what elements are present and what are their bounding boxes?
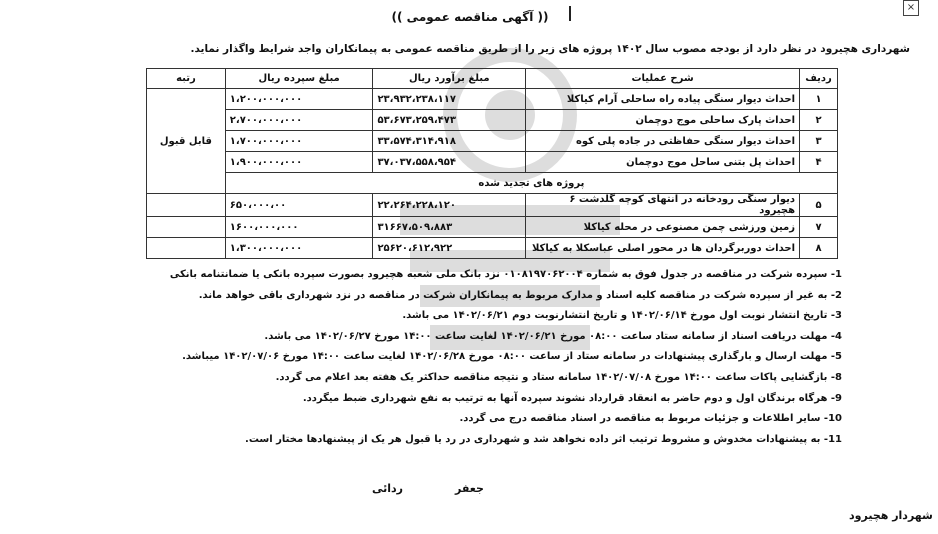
row-deposit: ۱،۳۰۰،۰۰۰،۰۰۰: [225, 238, 373, 259]
condition-item: 2- به غیر از سپرده شرکت در مناقصه کلیه اسناد و مدارک مربوط به پیمانکاران شرکت در مناقصه در نزد شهرداری باقی خواهد ماند.: [198, 289, 842, 301]
row-description: احداث دیوار سنگی پیاده راه ساحلی آرام کیاکلا: [526, 89, 800, 110]
projects-table: [146, 68, 838, 259]
renewed-projects-row: [147, 173, 838, 194]
row-rank-empty: [147, 217, 226, 238]
close-icon[interactable]: ×: [903, 0, 919, 16]
condition-item: 1- سپرده شرکت در مناقصه در جدول فوق به شماره ۰۱۰۸۱۹۷۰۶۲۰۰۴ نزد بانک ملی شعبه هچیرود بصورت سپرده بانکی یا ضمانتنامه بانکی: [169, 269, 842, 280]
condition-item: 9- هرگاه برندگان اول و دوم حاضر به انعقاد قرارداد نشوند سپرده آنها به ترتیب به نفع شهرداری ضبط میگردد.: [302, 392, 842, 404]
row-index: ۵: [800, 194, 838, 217]
table-row: [147, 217, 838, 238]
row-index: ۳: [800, 131, 838, 152]
row-estimate: ۵۳،۶۷۳،۲۵۹،۴۷۳: [373, 110, 526, 131]
row-deposit: ۶۵۰،۰۰۰،۰۰: [225, 194, 373, 217]
row-deposit: ۱،۲۰۰،۰۰۰،۰۰۰: [225, 89, 373, 110]
row-deposit: ۲،۷۰۰،۰۰۰،۰۰۰: [225, 110, 373, 131]
notice-title: (( آگهی مناقصه عمومی )): [391, 10, 549, 24]
col-header-description: شرح عملیات: [526, 69, 800, 89]
row-description: احداث دیوار سنگی حفاظتی در جاده پلی کوه: [526, 131, 800, 152]
row-index: ۷: [800, 217, 838, 238]
table-row: [147, 131, 838, 152]
condition-item: 3- تاریخ انتشار نوبت اول مورخ ۱۴۰۲/۰۶/۱۴ و تاریخ انتشارنوبت دوم ۱۴۰۲/۰۶/۲۱ می باشد.: [402, 310, 842, 322]
row-index: ۱: [800, 89, 838, 110]
table-row: [147, 152, 838, 173]
row-description: زمین ورزشی چمن مصنوعی در محله کیاکلا: [526, 217, 800, 238]
row-estimate: ۳۱۶۶۷،۵۰۹،۸۸۳: [373, 217, 526, 238]
row-deposit: ۱،۹۰۰،۰۰۰،۰۰۰: [225, 152, 373, 173]
row-estimate: ۳۳،۵۷۴،۳۱۴،۹۱۸: [373, 131, 526, 152]
row-rank-empty: [147, 238, 226, 259]
condition-item: 8- بازگشایی پاکات ساعت ۱۴:۰۰ مورخ ۱۴۰۲/۰۷/۰۸ سامانه ستاد و نتیجه مناقصه حداکثر یک هفته بعد اعلام می گردد.: [275, 371, 842, 383]
notice-intro: شهرداری هچیرود در نظر دارد از بودجه مصوب سال ۱۴۰۲ پروژه های زیر را از طریق مناقصه عمومی به پیمانکاران واجد شرایط واگذار نماید.: [190, 43, 910, 55]
row-description: احداث پل بتنی ساحل موج دوچمان: [526, 152, 800, 173]
condition-item: 4- مهلت دریافت اسناد از سامانه ستاد ساعت ۰۸:۰۰ مورخ ۱۴۰۲/۰۶/۲۱ لغایت ساعت ۱۴:۰۰ مورخ ۱۴۰۲/۰۶/۲۷ می باشد.: [264, 330, 842, 342]
row-index: ۲: [800, 110, 838, 131]
table-row: [147, 238, 838, 259]
condition-item: 5- مهلت ارسال و بارگذاری پیشنهادات در سامانه ستاد از ساعت ۰۸:۰۰ مورخ ۱۴۰۲/۰۶/۲۸ لغایت ساعت ۱۴:۰۰ مورخ ۱۴۰۲/۰۷/۰۶ میباشد.: [182, 351, 842, 363]
row-estimate: ۳۷،۰۳۷،۵۵۸،۹۵۴: [373, 152, 526, 173]
row-index: ۸: [800, 238, 838, 259]
row-description: احداث پارک ساحلی موج دوچمان: [526, 110, 800, 131]
row-index: ۴: [800, 152, 838, 173]
signatory-first-name: جعفر: [455, 482, 484, 495]
row-deposit: ۱۶۰۰،۰۰۰،۰۰۰: [225, 217, 373, 238]
row-rank-empty: [147, 194, 226, 217]
signatory-title: شهردار هچیرود: [849, 509, 933, 522]
row-description: دیوار سنگی رودخانه در انتهای کوچه گلدشت ۶ هچیرود: [526, 194, 800, 217]
signatory-last-name: ردائی: [372, 482, 404, 495]
row-estimate: ۲۲،۲۶۴،۲۲۸،۱۲۰: [373, 194, 526, 217]
col-header-rank: رتبه: [147, 69, 226, 89]
table-row: [147, 89, 838, 110]
col-header-estimate: مبلغ برآورد ریال: [373, 69, 526, 89]
table-row: [147, 194, 838, 217]
col-header-deposit: مبلغ سپرده ریال: [225, 69, 373, 89]
row-estimate: ۲۵۶۲۰،۶۱۲،۹۲۲: [373, 238, 526, 259]
row-deposit: ۱،۷۰۰،۰۰۰،۰۰۰: [225, 131, 373, 152]
col-header-index: ردیف: [800, 69, 838, 89]
table-row: [147, 110, 838, 131]
condition-item: 11- به پیشنهادات مخدوش و مشروط ترتیب اثر داده نخواهد شد و شهرداری در رد یا قبول هر یک از پیشنهادها مختار است.: [245, 433, 842, 445]
table-header-row: [147, 69, 838, 89]
conditions-list: [82, 265, 842, 450]
renewed-projects-heading: پروژه های تجدید شده: [225, 173, 837, 194]
condition-item: 10- سایر اطلاعات و جزئیات مربوط به مناقصه در اسناد مناقصه درج می گردد.: [459, 413, 842, 425]
row-rank: قابل قبول: [147, 89, 226, 194]
row-description: احداث دوربرگردان ها در محور اصلی عباسکلا به کیاکلا: [526, 238, 800, 259]
row-estimate: ۲۳،۹۳۲،۲۳۸،۱۱۷: [373, 89, 526, 110]
